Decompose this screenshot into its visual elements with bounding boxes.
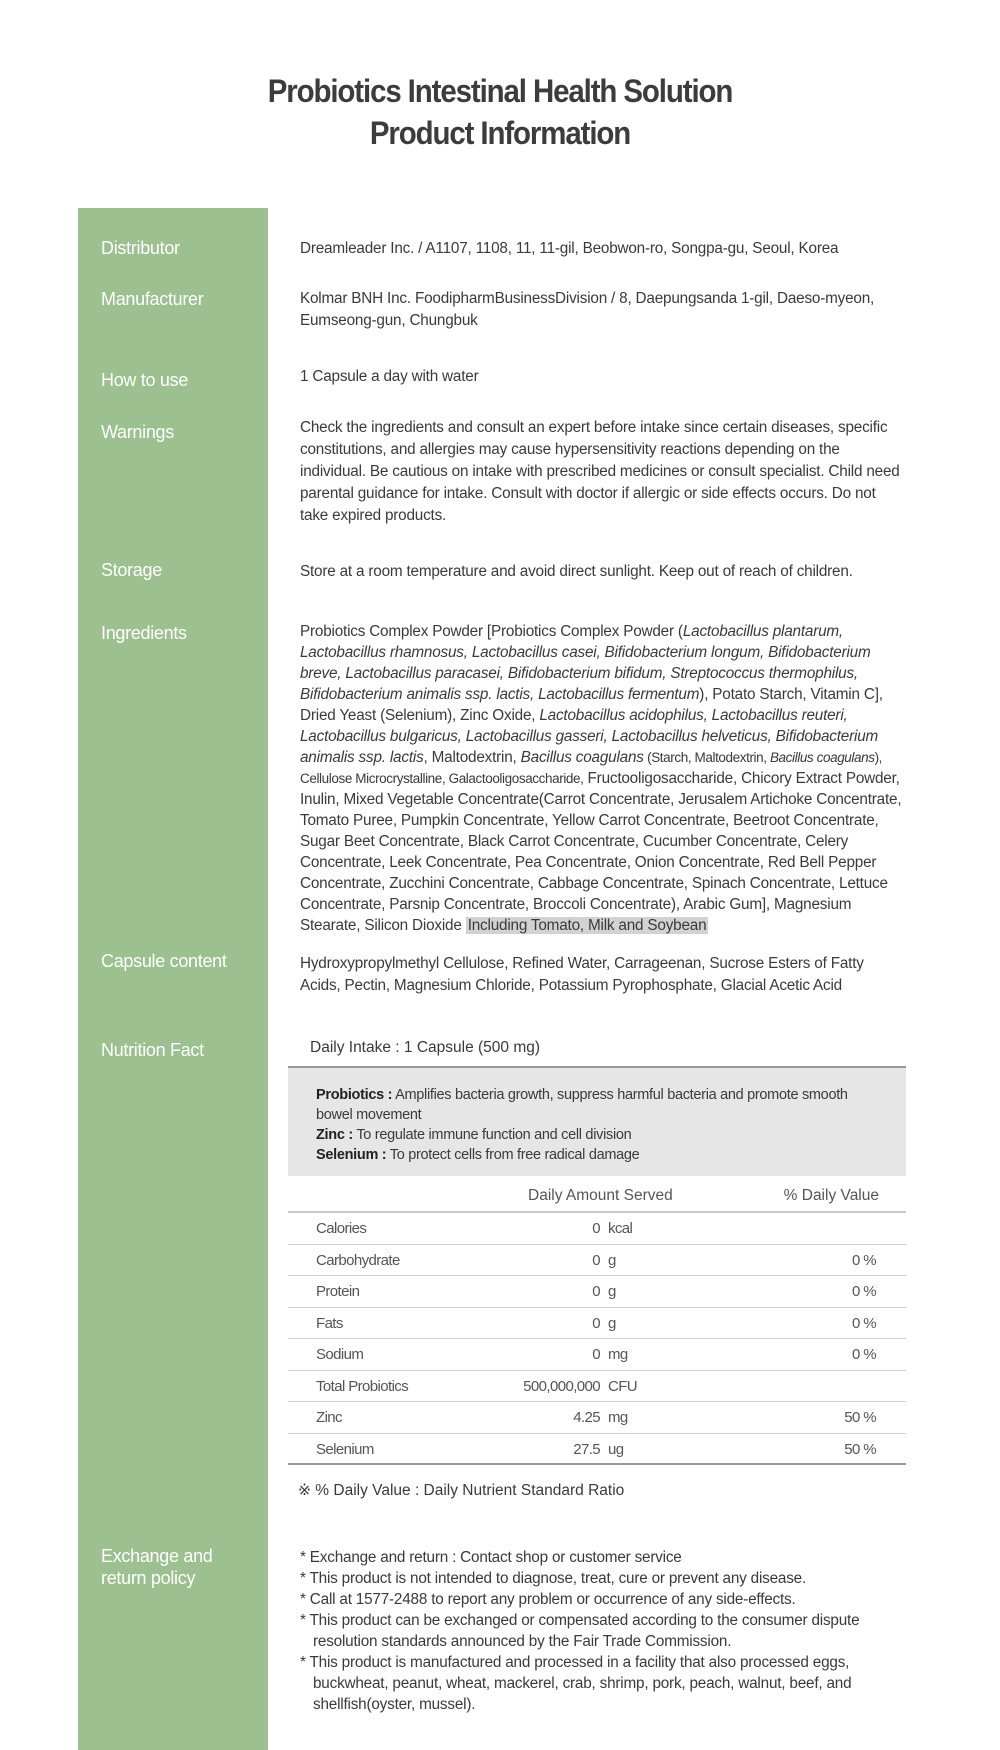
- table-row: [288, 1276, 906, 1308]
- table-row: [288, 1245, 906, 1277]
- title-line-2: Product Information: [369, 115, 631, 151]
- table-row: [288, 1308, 906, 1340]
- label-storage: Storage: [101, 560, 162, 580]
- label-distributor: Distributor: [101, 238, 180, 258]
- manufacturer-text: Kolmar BNH Inc. FoodipharmBusinessDivision / 8, Daepungsanda 1-gil, Daeso-myeon, Eumseong-gun, Chungbuk: [300, 290, 875, 329]
- benefit-zinc: [316, 1125, 906, 1145]
- list-item: * Call at 1577-2488 to report any problem or occurrence of any side-effects.: [300, 1591, 796, 1608]
- label-exchange-return: [101, 1545, 266, 1589]
- ingredients-part-4: (Starch, Maltodextrin,: [643, 750, 770, 765]
- distributor-text: Dreamleader Inc. / A1107, 1108, 11, 11-gil, Beobwon-ro, Songpa-gu, Seoul, Korea: [300, 240, 839, 257]
- page-title: [40, 70, 960, 154]
- label-how-to-use: How to use: [101, 370, 189, 390]
- table-row: [288, 1213, 906, 1245]
- label-capsule-content: Capsule content: [101, 951, 227, 971]
- nutrient-dv: 50 %: [844, 1409, 876, 1426]
- label-exchange-line-2: return policy: [101, 1568, 196, 1588]
- list-item: * Exchange and return : Contact shop or customer service: [300, 1549, 682, 1566]
- nutrient-name: Selenium: [316, 1440, 374, 1458]
- table-row: [288, 1371, 906, 1403]
- ingredients-italic-2: Lactobacillus acidophilus, Lactobacillus reuteri, Lactobacillus bulgaricus, Lactobacillus gasseri, Lactobacillus helveticus, Bifidobacterium animalis ssp. lactis: [300, 707, 879, 766]
- benefit-text: To regulate immune function and cell division: [356, 1127, 632, 1143]
- nutrient-value: 0: [592, 1220, 600, 1237]
- header-daily-value: % Daily Value: [783, 1187, 879, 1204]
- label-exchange-line-1: Exchange and: [101, 1546, 213, 1566]
- nutrient-unit: kcal: [608, 1220, 633, 1237]
- nutrient-value: 0: [592, 1346, 600, 1363]
- nutrient-value: 0: [592, 1283, 600, 1300]
- title-line-1: Probiotics Intestinal Health Solution: [267, 73, 733, 109]
- ingredients-italic-4: Bacillus coagulans: [769, 750, 875, 765]
- nutrient-name: Calories: [316, 1220, 367, 1237]
- nutrient-unit: g: [608, 1251, 616, 1269]
- label-manufacturer: Manufacturer: [101, 289, 204, 309]
- how-to-use-text: 1 Capsule a day with water: [300, 368, 479, 385]
- benefit-name: Selenium :: [316, 1147, 387, 1163]
- ingredients-part-3: , Maltodextrin,: [423, 749, 521, 766]
- daily-intake: Daily Intake : 1 Capsule (500 mg): [310, 1039, 541, 1056]
- ingredients-part-6: Fructooligosaccharide, Chicory Extract Powder, Inulin, Mixed Vegetable Concentrate(Carrot Concentrate, Jerusalem Artichoke Concentrate, Tomato Puree, Pumpkin Concentrate, Yellow Carrot Concentrate, Beetroot Concentrate, Sugar Beet Concentrate, Black Carrot Concentrate, Cucumber Concentrate, Celery Concentrate, Leek Concentrate, Pea Concentrate, Onion Concentrate, Red Bell Pepper Concentrate, Zucchini Concentrate, Cabbage Concentrate, Spinach Concentrate, Lettuce Concentrate, Parsnip Concentrate, Broccoli Concentrate), Arabic Gum], Magnesium Stearate, Silicon Dioxide: [300, 770, 902, 934]
- nutrient-name: Total Probiotics: [316, 1377, 409, 1395]
- nutrient-value: 0: [592, 1251, 600, 1269]
- nutrition-table-header: [288, 1180, 906, 1213]
- warnings-text: Check the ingredients and consult an expert before intake since certain diseases, specific constitutions, and allergies may cause hypersensitivity reactions depending on the individual. Be cautious on intake with prescribed medicines or consult specialist. Child need parental guidance for intake. Consult with doctor if allergic or side effects occurs. Do not take expired products.: [300, 419, 900, 524]
- exchange-policy-list: [300, 1547, 910, 1715]
- nutrient-dv: 50 %: [844, 1440, 876, 1458]
- ingredients-part-2: ), Potato Starch, Vitamin C], Dried Yeast (Selenium), Zinc Oxide,: [300, 686, 883, 724]
- table-row: [288, 1339, 906, 1371]
- label-nutrition-fact: Nutrition Fact: [101, 1040, 204, 1060]
- nutrient-unit: g: [608, 1283, 616, 1300]
- table-row: [288, 1402, 906, 1434]
- storage-text: Store at a room temperature and avoid direct sunlight. Keep out of reach of children.: [300, 563, 853, 580]
- nutrient-unit: mg: [608, 1409, 628, 1426]
- ingredients-part-5: ), Cellulose Microcrystalline, Galactooligosaccharide,: [300, 750, 883, 786]
- benefit-name: Probiotics :: [316, 1087, 393, 1103]
- nutrient-value: 500,000,000: [523, 1377, 600, 1395]
- nutrient-unit: CFU: [608, 1377, 638, 1395]
- ingredients-text: [300, 621, 905, 936]
- ingredients-italic-3: Bacillus coagulans: [520, 749, 644, 766]
- list-item: * This product can be exchanged or compensated according to the consumer dispute resolution standards announced by the Fair Trade Commission.: [300, 1612, 860, 1650]
- nutrition-table: [288, 1180, 906, 1465]
- nutrient-unit: mg: [608, 1346, 628, 1363]
- nutrient-dv: 0 %: [851, 1346, 876, 1363]
- nutrient-dv: 0 %: [851, 1283, 876, 1300]
- benefit-name: Zinc :: [316, 1127, 353, 1143]
- ingredients-italic-1: Lactobacillus plantarum, Lactobacillus rhamnosus, Lactobacillus casei, Bifidobacterium longum, Bifidobacterium breve, Lactobacillus paracasei, Bifidobacterium bifidum, Streptococcus thermophilus, Bifidobacterium animalis ssp. lactis, Lactobacillus fermentum: [300, 623, 871, 703]
- list-item: * This product is manufactured and processed in a facility that also processed eggs, buckwheat, peanut, wheat, mackerel, crab, shrimp, pork, peach, walnut, beef, and shellfish(oyster, mussel).: [300, 1654, 852, 1713]
- allergen-highlight: Including Tomato, Milk and Soybean: [467, 917, 707, 934]
- nutrient-name: Sodium: [316, 1346, 364, 1363]
- benefit-text: Amplifies bacteria growth, suppress harmful bacteria and promote smooth bowel movement: [316, 1087, 848, 1123]
- nutrient-unit: ug: [608, 1440, 624, 1458]
- daily-value-note: ※ % Daily Value : Daily Nutrient Standard Ratio: [298, 1482, 625, 1499]
- nutrient-unit: g: [608, 1314, 616, 1332]
- capsule-content-text: Hydroxypropylmethyl Cellulose, Refined Water, Carrageenan, Sucrose Esters of Fatty Acids, Pectin, Magnesium Chloride, Potassium Pyrophosphate, Glacial Acetic Acid: [300, 955, 864, 994]
- nutrient-dv: 0 %: [851, 1251, 876, 1269]
- nutrient-name: Carbohydrate: [316, 1251, 400, 1269]
- table-row: [288, 1434, 906, 1466]
- nutrient-dv: 0 %: [851, 1314, 876, 1332]
- benefit-text: To protect cells from free radical damage: [389, 1147, 640, 1163]
- nutrient-value: 4.25: [573, 1409, 600, 1426]
- nutrient-name: Zinc: [316, 1409, 342, 1426]
- nutrient-value: 27.5: [573, 1440, 600, 1458]
- nutrient-benefits: [288, 1068, 906, 1176]
- nutrient-name: Protein: [316, 1283, 360, 1300]
- label-warnings: Warnings: [101, 422, 174, 442]
- header-daily-amount: Daily Amount Served: [528, 1187, 673, 1204]
- ingredients-part-1: Probiotics Complex Powder [Probiotics Complex Powder (: [300, 623, 683, 640]
- nutrient-name: Fats: [316, 1314, 343, 1332]
- nutrient-value: 0: [592, 1314, 600, 1332]
- benefit-selenium: [316, 1145, 906, 1165]
- list-item: * This product is not intended to diagnose, treat, cure or prevent any disease.: [300, 1570, 807, 1587]
- benefit-probiotics: [316, 1085, 906, 1125]
- label-ingredients: Ingredients: [101, 623, 187, 643]
